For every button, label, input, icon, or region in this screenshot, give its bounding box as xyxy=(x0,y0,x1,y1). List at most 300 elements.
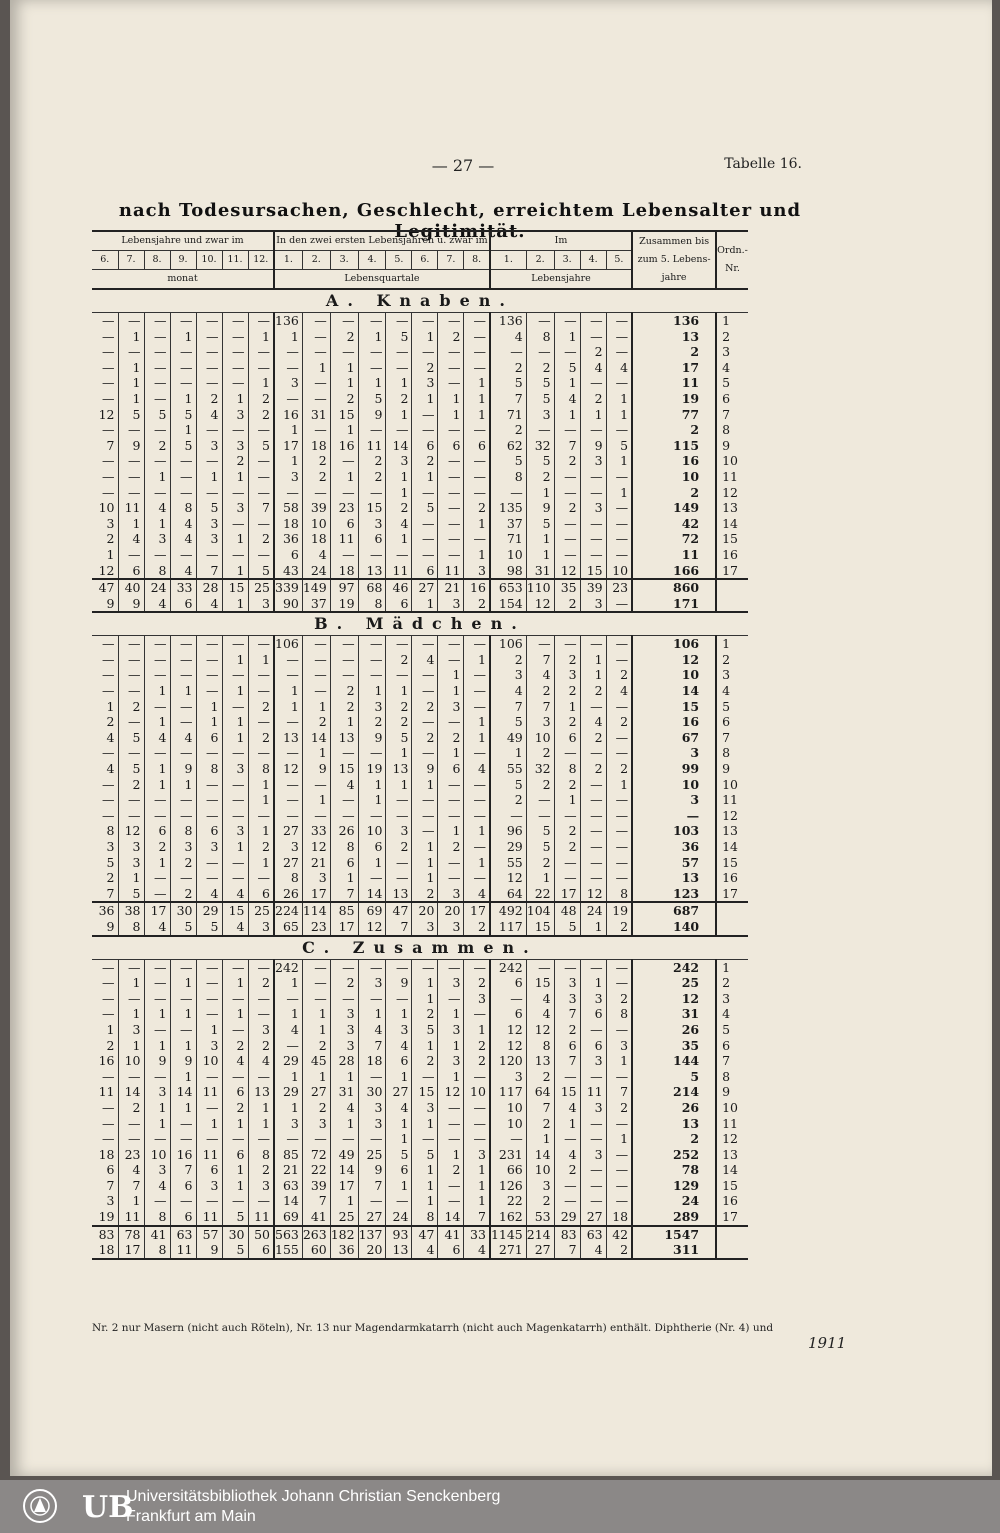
value-cell: — xyxy=(358,547,386,563)
value-cell: 57 xyxy=(196,1226,222,1243)
value-cell: 7 xyxy=(330,886,358,903)
value-cell: 3 xyxy=(438,1053,464,1069)
value-cell: — xyxy=(554,547,580,563)
value-cell: 29 xyxy=(490,839,526,855)
value-cell: 49 xyxy=(490,730,526,746)
value-cell: — xyxy=(248,344,274,360)
value-cell: 2 xyxy=(248,531,274,547)
value-cell: — xyxy=(554,469,580,485)
value-cell: — xyxy=(464,1006,490,1022)
value-cell: 2 xyxy=(248,839,274,855)
value-cell: 12 xyxy=(438,1084,464,1100)
value-cell: — xyxy=(438,1178,464,1194)
value-cell: — xyxy=(302,375,330,391)
value-cell: — xyxy=(330,792,358,808)
value-cell: 1 xyxy=(170,1069,196,1085)
value-cell: 4 xyxy=(386,1038,412,1054)
value-cell: 3 xyxy=(248,1022,274,1038)
value-cell: 3 xyxy=(222,761,248,777)
value-cell: 5 xyxy=(170,438,196,454)
value-cell: 2 xyxy=(386,699,412,715)
value-cell: 5 xyxy=(490,714,526,730)
value-cell: — xyxy=(526,344,554,360)
value-cell: 16 xyxy=(170,1147,196,1163)
value-cell: — xyxy=(438,959,464,975)
value-cell: 17 xyxy=(144,902,170,919)
value-cell: 4 xyxy=(196,886,222,903)
value-cell: — xyxy=(358,313,386,329)
value-cell: — xyxy=(412,531,438,547)
value-cell: 3 xyxy=(196,1038,222,1054)
value-cell: 1 xyxy=(170,1100,196,1116)
column-number: 7. xyxy=(118,251,144,270)
total-cell: 12 xyxy=(632,652,716,668)
value-cell: — xyxy=(92,1131,118,1147)
value-cell: 4 xyxy=(144,500,170,516)
value-cell: 4 xyxy=(580,714,606,730)
value-cell: 71 xyxy=(490,407,526,423)
value-cell: — xyxy=(92,422,118,438)
total-cell: 10 xyxy=(632,777,716,793)
value-cell: 26 xyxy=(330,823,358,839)
total-cell: — xyxy=(632,808,716,824)
value-cell: 4 xyxy=(170,516,196,532)
value-cell: — xyxy=(438,485,464,501)
value-cell: — xyxy=(196,808,222,824)
value-cell: 1 xyxy=(464,516,490,532)
value-cell: 3 xyxy=(222,438,248,454)
value-cell: 2 xyxy=(438,839,464,855)
value-cell: 11 xyxy=(196,1147,222,1163)
total-cell: 3 xyxy=(632,745,716,761)
value-cell: 3 xyxy=(92,516,118,532)
value-cell: 6 xyxy=(438,438,464,454)
value-cell: 64 xyxy=(526,1084,554,1100)
value-cell: 12 xyxy=(358,919,386,936)
value-cell: 2 xyxy=(248,407,274,423)
table-row xyxy=(92,547,748,563)
value-cell: 11 xyxy=(386,563,412,580)
ordnr-cell: 9 xyxy=(722,437,731,453)
value-cell: 14 xyxy=(330,1162,358,1178)
table-row xyxy=(92,344,748,360)
value-cell: — xyxy=(580,1131,606,1147)
value-cell: — xyxy=(196,422,222,438)
value-cell: — xyxy=(248,485,274,501)
value-cell: — xyxy=(358,745,386,761)
value-cell: — xyxy=(438,469,464,485)
library-logo[interactable] xyxy=(22,1488,134,1525)
value-cell: 11 xyxy=(170,1242,196,1259)
total-cell: 99 xyxy=(632,761,716,777)
value-cell: 7 xyxy=(196,563,222,580)
value-cell: 30 xyxy=(358,1084,386,1100)
value-cell: — xyxy=(438,1100,464,1116)
value-cell: 5 xyxy=(358,391,386,407)
value-cell: 4 xyxy=(464,886,490,903)
value-cell: — xyxy=(580,1069,606,1085)
value-cell: — xyxy=(222,1193,248,1209)
value-cell: — xyxy=(92,391,118,407)
value-cell: 4 xyxy=(580,360,606,376)
value-cell: 1 xyxy=(412,870,438,886)
value-cell: 1 xyxy=(412,991,438,1007)
value-cell: — xyxy=(222,855,248,871)
value-cell: — xyxy=(118,792,144,808)
value-cell: 1 xyxy=(274,699,302,715)
value-cell: 62 xyxy=(490,438,526,454)
value-cell: — xyxy=(580,1022,606,1038)
table-row xyxy=(92,745,748,761)
value-cell: — xyxy=(274,360,302,376)
value-cell: — xyxy=(170,1131,196,1147)
value-cell: — xyxy=(580,792,606,808)
value-cell: — xyxy=(248,667,274,683)
value-cell: 2 xyxy=(412,1006,438,1022)
value-cell: — xyxy=(144,699,170,715)
value-cell: 66 xyxy=(490,1162,526,1178)
value-cell: 60 xyxy=(302,1242,330,1259)
value-cell: — xyxy=(222,792,248,808)
value-cell: 35 xyxy=(554,579,580,596)
value-cell: 1 xyxy=(144,855,170,871)
value-cell: — xyxy=(302,683,330,699)
value-cell: 3 xyxy=(438,596,464,613)
value-cell: 5 xyxy=(196,919,222,936)
table-row xyxy=(92,313,748,329)
value-cell: 3 xyxy=(196,516,222,532)
value-cell: 36 xyxy=(274,531,302,547)
value-cell: 7 xyxy=(606,1084,632,1100)
value-cell: — xyxy=(196,652,222,668)
library-name[interactable]: Universitätsbibliothek Johann Christian Senckenberg xyxy=(126,1488,501,1505)
value-cell: — xyxy=(274,1131,302,1147)
value-cell: 6 xyxy=(274,547,302,563)
value-cell: 4 xyxy=(144,596,170,613)
value-cell: 1 xyxy=(386,407,412,423)
value-cell: — xyxy=(490,1131,526,1147)
total-cell: 166 xyxy=(632,563,716,580)
value-cell: 14 xyxy=(386,438,412,454)
total-cell: 35 xyxy=(632,1038,716,1054)
value-cell: 12 xyxy=(92,563,118,580)
value-cell: 2 xyxy=(302,469,330,485)
value-cell: — xyxy=(464,683,490,699)
value-cell: 33 xyxy=(302,823,330,839)
value-cell: — xyxy=(144,991,170,1007)
value-cell: 1 xyxy=(412,1038,438,1054)
value-cell: — xyxy=(170,547,196,563)
value-cell: — xyxy=(438,714,464,730)
value-cell: 53 xyxy=(526,1209,554,1226)
value-cell: 10 xyxy=(526,1162,554,1178)
column-number: 4. xyxy=(580,251,606,270)
header-monat: monat xyxy=(92,270,274,290)
value-cell: — xyxy=(248,714,274,730)
value-cell: 6 xyxy=(196,823,222,839)
value-cell: — xyxy=(144,1193,170,1209)
value-cell: — xyxy=(554,1178,580,1194)
value-cell: 1 xyxy=(330,1116,358,1132)
value-cell: — xyxy=(196,777,222,793)
value-cell: 4 xyxy=(606,683,632,699)
total-cell: 242 xyxy=(632,959,716,975)
value-cell: 23 xyxy=(330,500,358,516)
value-cell: 3 xyxy=(196,1178,222,1194)
value-cell: 1 xyxy=(386,777,412,793)
value-cell: 1 xyxy=(438,823,464,839)
value-cell: 1 xyxy=(170,422,196,438)
value-cell: 12 xyxy=(554,563,580,580)
value-cell: 1 xyxy=(170,329,196,345)
value-cell: 4 xyxy=(464,1242,490,1259)
value-cell: 1 xyxy=(248,652,274,668)
value-cell: — xyxy=(196,344,222,360)
value-cell: — xyxy=(464,870,490,886)
value-cell: — xyxy=(92,344,118,360)
value-cell: — xyxy=(274,792,302,808)
value-cell: 12 xyxy=(526,1022,554,1038)
value-cell: 2 xyxy=(490,360,526,376)
value-cell: 7 xyxy=(118,1178,144,1194)
value-cell: — xyxy=(330,652,358,668)
value-cell: 5 xyxy=(170,407,196,423)
value-cell: 43 xyxy=(274,563,302,580)
value-cell: 29 xyxy=(554,1209,580,1226)
value-cell: 15 xyxy=(330,407,358,423)
value-cell: 69 xyxy=(274,1209,302,1226)
value-cell: — xyxy=(580,1178,606,1194)
value-cell: 2 xyxy=(554,596,580,613)
value-cell: — xyxy=(606,652,632,668)
ordnr-cell xyxy=(716,902,748,919)
table-row xyxy=(92,839,748,855)
value-cell: — xyxy=(358,959,386,975)
value-cell: 45 xyxy=(302,1053,330,1069)
value-cell: — xyxy=(92,652,118,668)
ordnr-cell: 11 xyxy=(722,468,739,484)
value-cell: — xyxy=(144,375,170,391)
value-cell: — xyxy=(580,531,606,547)
ordnr-cell xyxy=(716,596,748,613)
ordnr-cell: 6 xyxy=(722,714,731,730)
value-cell: 4 xyxy=(144,730,170,746)
value-cell: 9 xyxy=(196,1242,222,1259)
value-cell: 3 xyxy=(386,1022,412,1038)
value-cell: — xyxy=(144,652,170,668)
ordnr-cell: 2 xyxy=(722,651,731,667)
value-cell: 1 xyxy=(386,469,412,485)
total-cell: 16 xyxy=(632,453,716,469)
value-cell: — xyxy=(274,652,302,668)
value-cell: 4 xyxy=(144,1178,170,1194)
value-cell: 21 xyxy=(302,855,330,871)
total-cell: 36 xyxy=(632,839,716,855)
value-cell: 1 xyxy=(438,745,464,761)
value-cell: 16 xyxy=(274,407,302,423)
total-cell: 5 xyxy=(632,1069,716,1085)
value-cell: — xyxy=(386,547,412,563)
value-cell: — xyxy=(438,500,464,516)
value-cell: — xyxy=(196,959,222,975)
value-cell: 4 xyxy=(302,547,330,563)
value-cell: — xyxy=(358,808,386,824)
value-cell: 1 xyxy=(358,777,386,793)
value-cell: 1 xyxy=(330,375,358,391)
value-cell: 9 xyxy=(170,1053,196,1069)
value-cell: 4 xyxy=(222,886,248,903)
value-cell: 1 xyxy=(302,792,330,808)
value-cell: — xyxy=(92,1006,118,1022)
value-cell: 13 xyxy=(274,730,302,746)
value-cell: — xyxy=(92,745,118,761)
value-cell: 6 xyxy=(386,1162,412,1178)
page-header xyxy=(10,156,992,180)
value-cell: 1 xyxy=(170,683,196,699)
value-cell: 6 xyxy=(358,839,386,855)
value-cell: 17 xyxy=(330,1178,358,1194)
value-cell: — xyxy=(330,667,358,683)
column-number: 10. xyxy=(196,251,222,270)
value-cell: 6 xyxy=(330,516,358,532)
value-cell: — xyxy=(170,1116,196,1132)
value-cell: 2 xyxy=(606,714,632,730)
value-cell: 1 xyxy=(144,516,170,532)
value-cell: 2 xyxy=(222,1100,248,1116)
value-cell: — xyxy=(490,344,526,360)
value-cell: 1 xyxy=(554,699,580,715)
value-cell: 2 xyxy=(526,1069,554,1085)
value-cell: 3 xyxy=(438,886,464,903)
total-cell: 2 xyxy=(632,1131,716,1147)
value-cell: — xyxy=(248,469,274,485)
value-cell: 3 xyxy=(490,667,526,683)
value-cell: 2 xyxy=(412,730,438,746)
value-cell: 27 xyxy=(274,823,302,839)
value-cell: 19 xyxy=(358,761,386,777)
value-cell: 1 xyxy=(248,823,274,839)
value-cell: 9 xyxy=(412,761,438,777)
value-cell: 1 xyxy=(222,683,248,699)
value-cell: — xyxy=(438,991,464,1007)
value-cell: 47 xyxy=(412,1226,438,1243)
value-cell: 18 xyxy=(606,1209,632,1226)
value-cell: 1 xyxy=(144,1006,170,1022)
value-cell: 3 xyxy=(464,1147,490,1163)
value-cell: 27 xyxy=(526,1242,554,1259)
value-cell: 12 xyxy=(490,870,526,886)
value-cell: 5 xyxy=(526,453,554,469)
value-cell: — xyxy=(196,792,222,808)
table-row xyxy=(92,1084,748,1100)
value-cell: — xyxy=(606,745,632,761)
value-cell: — xyxy=(606,699,632,715)
column-number: 1. xyxy=(490,251,526,270)
value-cell: 2 xyxy=(248,730,274,746)
value-cell: — xyxy=(330,745,358,761)
table-row xyxy=(92,329,748,345)
value-cell: — xyxy=(526,313,554,329)
value-cell: 4 xyxy=(118,1162,144,1178)
value-cell: — xyxy=(196,1131,222,1147)
table-row xyxy=(92,360,748,376)
value-cell: 3 xyxy=(386,453,412,469)
value-cell: 63 xyxy=(580,1226,606,1243)
value-cell: 4 xyxy=(554,1147,580,1163)
value-cell: 1 xyxy=(464,547,490,563)
total-cell: 860 xyxy=(632,579,716,596)
table-row xyxy=(92,1006,748,1022)
total-cell: 11 xyxy=(632,375,716,391)
total-cell: 10 xyxy=(632,667,716,683)
value-cell: — xyxy=(412,683,438,699)
value-cell: 1 xyxy=(144,683,170,699)
value-cell: 1 xyxy=(118,1006,144,1022)
value-cell: — xyxy=(222,344,248,360)
value-cell: 1 xyxy=(464,407,490,423)
value-cell: 1 xyxy=(580,919,606,936)
value-cell: 3 xyxy=(274,469,302,485)
value-cell: 1 xyxy=(118,870,144,886)
value-cell: 2 xyxy=(438,1162,464,1178)
value-cell: 1 xyxy=(144,469,170,485)
value-cell: 1 xyxy=(554,792,580,808)
value-cell: 15 xyxy=(412,1084,438,1100)
value-cell: 2 xyxy=(464,919,490,936)
value-cell: — xyxy=(464,422,490,438)
value-cell: 11 xyxy=(358,438,386,454)
value-cell: 3 xyxy=(302,1116,330,1132)
value-cell: — xyxy=(248,313,274,329)
value-cell: — xyxy=(144,959,170,975)
value-cell: 1 xyxy=(554,407,580,423)
value-cell: — xyxy=(144,360,170,376)
ordnr-cell: 17 xyxy=(722,562,739,578)
value-cell: — xyxy=(412,516,438,532)
value-cell: — xyxy=(118,469,144,485)
value-cell: 1 xyxy=(464,730,490,746)
value-cell: 1 xyxy=(526,547,554,563)
value-cell: — xyxy=(118,485,144,501)
table-row xyxy=(92,1131,748,1147)
value-cell: 4 xyxy=(196,407,222,423)
value-cell: 72 xyxy=(302,1147,330,1163)
value-cell: 5 xyxy=(412,1022,438,1038)
value-cell: 1 xyxy=(196,1116,222,1132)
table-row xyxy=(92,469,748,485)
value-cell: 1 xyxy=(118,1038,144,1054)
value-cell: 3 xyxy=(386,823,412,839)
section-header xyxy=(92,289,748,313)
value-cell: 1 xyxy=(222,839,248,855)
value-cell: 18 xyxy=(302,531,330,547)
value-cell: — xyxy=(222,777,248,793)
value-cell: 1 xyxy=(438,1069,464,1085)
value-cell: 1 xyxy=(274,975,302,991)
value-cell: — xyxy=(358,652,386,668)
value-cell: 339 xyxy=(274,579,302,596)
value-cell: 28 xyxy=(330,1053,358,1069)
value-cell: 1 xyxy=(386,1178,412,1194)
value-cell: 30 xyxy=(170,902,196,919)
value-cell: 7 xyxy=(490,699,526,715)
column-number: 8. xyxy=(464,251,490,270)
value-cell: 20 xyxy=(438,902,464,919)
value-cell: — xyxy=(606,730,632,746)
value-cell: — xyxy=(170,667,196,683)
value-cell: 1 xyxy=(144,714,170,730)
value-cell: 12 xyxy=(92,407,118,423)
